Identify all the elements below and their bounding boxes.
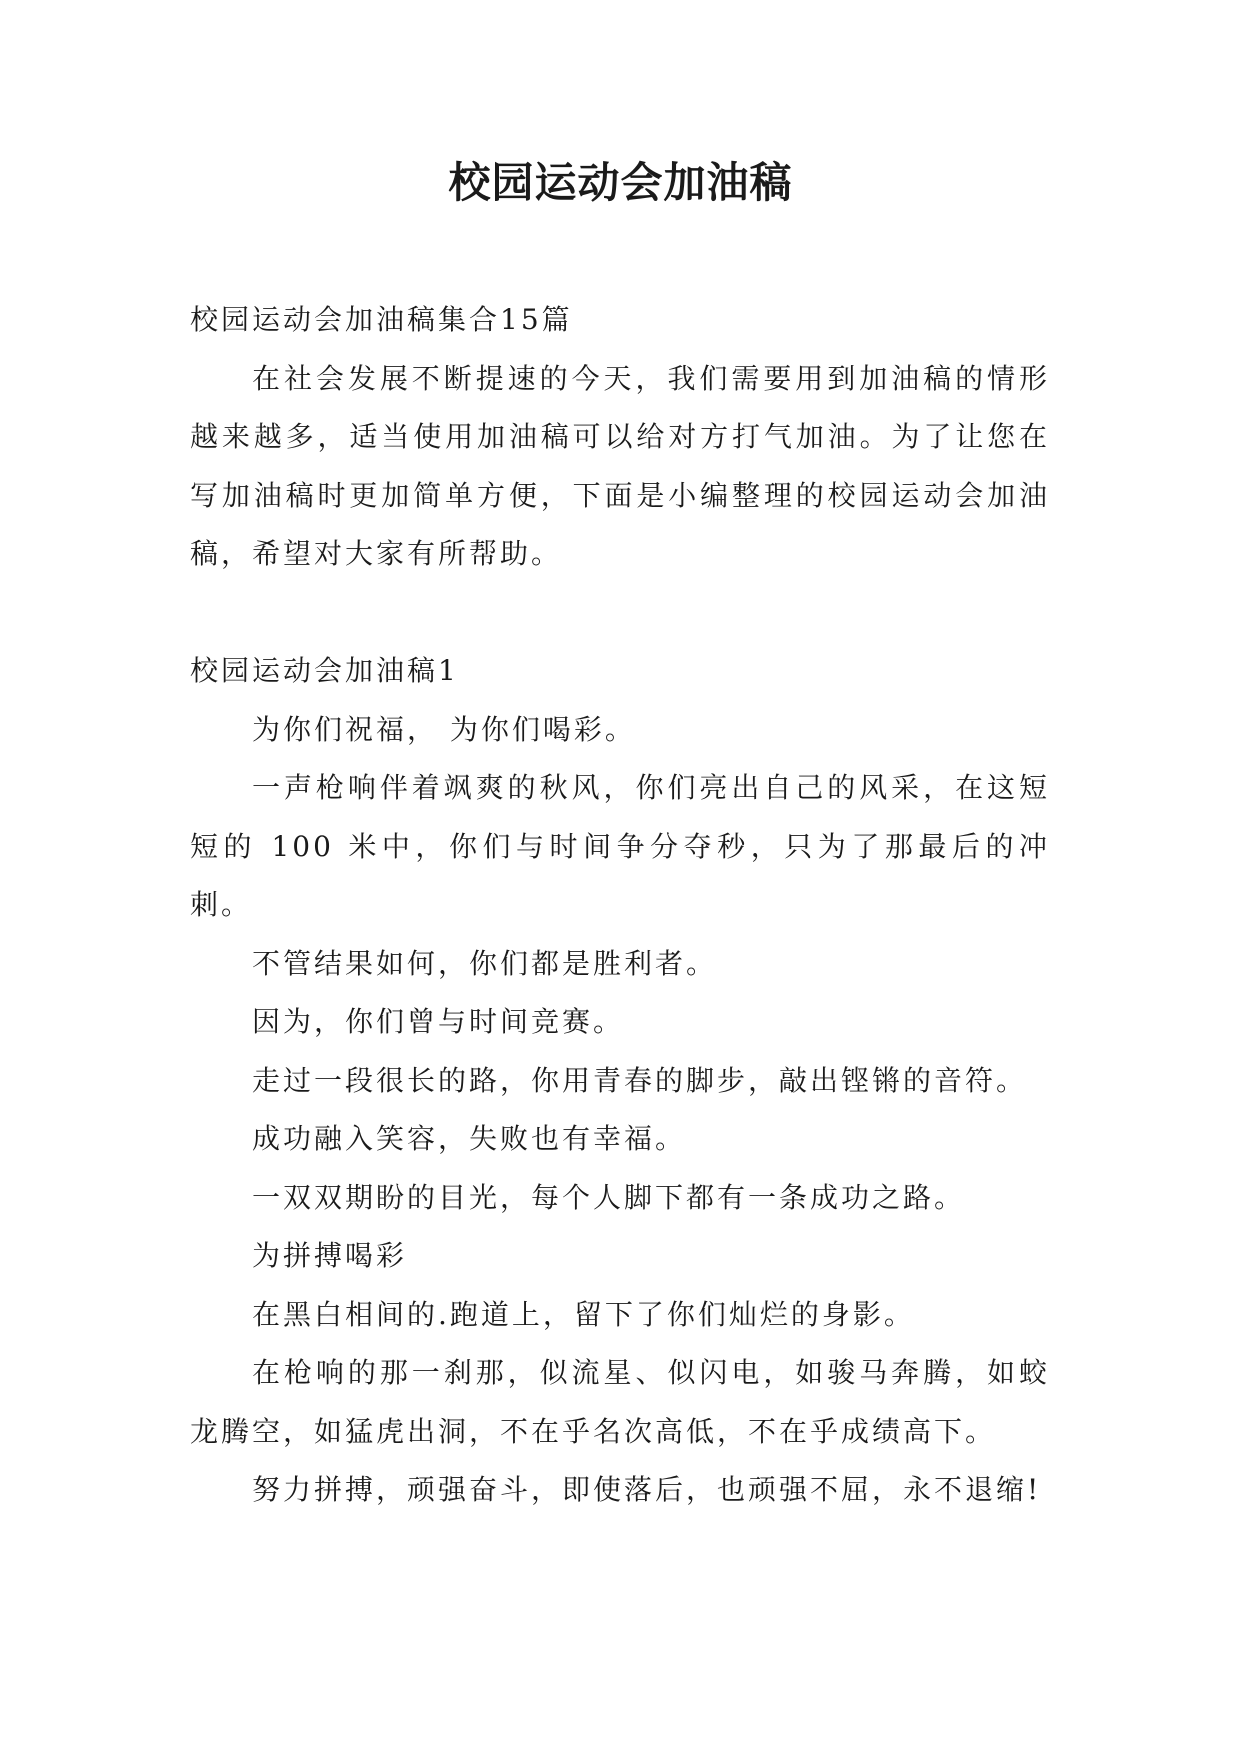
section-heading: 校园运动会加油稿1 (190, 654, 459, 687)
body-paragraph: 走过一段很长的路，你用青春的脚步，敲出铿锵的音符。 (252, 1063, 1028, 1097)
body-paragraph: 努力拼搏，顽强奋斗，即使落后，也顽强不屈，永不退缩! (252, 1473, 1042, 1506)
paragraph-gap (190, 584, 1050, 643)
body-paragraph: 为你们祝福， 为你们喝彩。 (252, 712, 636, 746)
body-paragraph: 一声枪响伴着飒爽的秋风，你们亮出自己的风采，在这短短的 100 米中，你们与时间争分夺秒，只为了那最后的冲刺。 (190, 771, 1050, 921)
body-paragraph: 不管结果如何，你们都是胜利者。 (252, 946, 718, 980)
body-paragraph: 为拼搏喝彩 (252, 1239, 408, 1272)
intro-paragraph: 在社会发展不断提速的今天，我们需要用到加油稿的情形越来越多，适当使用加油稿可以给对方打气加油。为了让您在写加油稿时更加简单方便，下面是小编整理的校园运动会加油稿，希望对大家有所帮助。 (190, 361, 1050, 570)
body-paragraph: 成功融入笑容，失败也有幸福。 (252, 1122, 687, 1155)
body-paragraph: 一双双期盼的目光，每个人脚下都有一条成功之路。 (252, 1180, 966, 1214)
body-paragraph: 因为，你们曾与时间竞赛。 (252, 1005, 625, 1038)
body-paragraph: 在枪响的那一刹那，似流星、似闪电，如骏马奔腾，如蛟龙腾空，如猛虎出洞，不在乎名次高低，不在乎成绩高下。 (190, 1356, 1050, 1448)
body-paragraph: 在黑白相间的.跑道上，留下了你们灿烂的身影。 (252, 1297, 915, 1331)
document-title: 校园运动会加油稿 (448, 158, 793, 207)
document-body (190, 291, 1050, 1520)
collection-subtitle: 校园运动会加油稿集合15篇 (190, 303, 573, 336)
